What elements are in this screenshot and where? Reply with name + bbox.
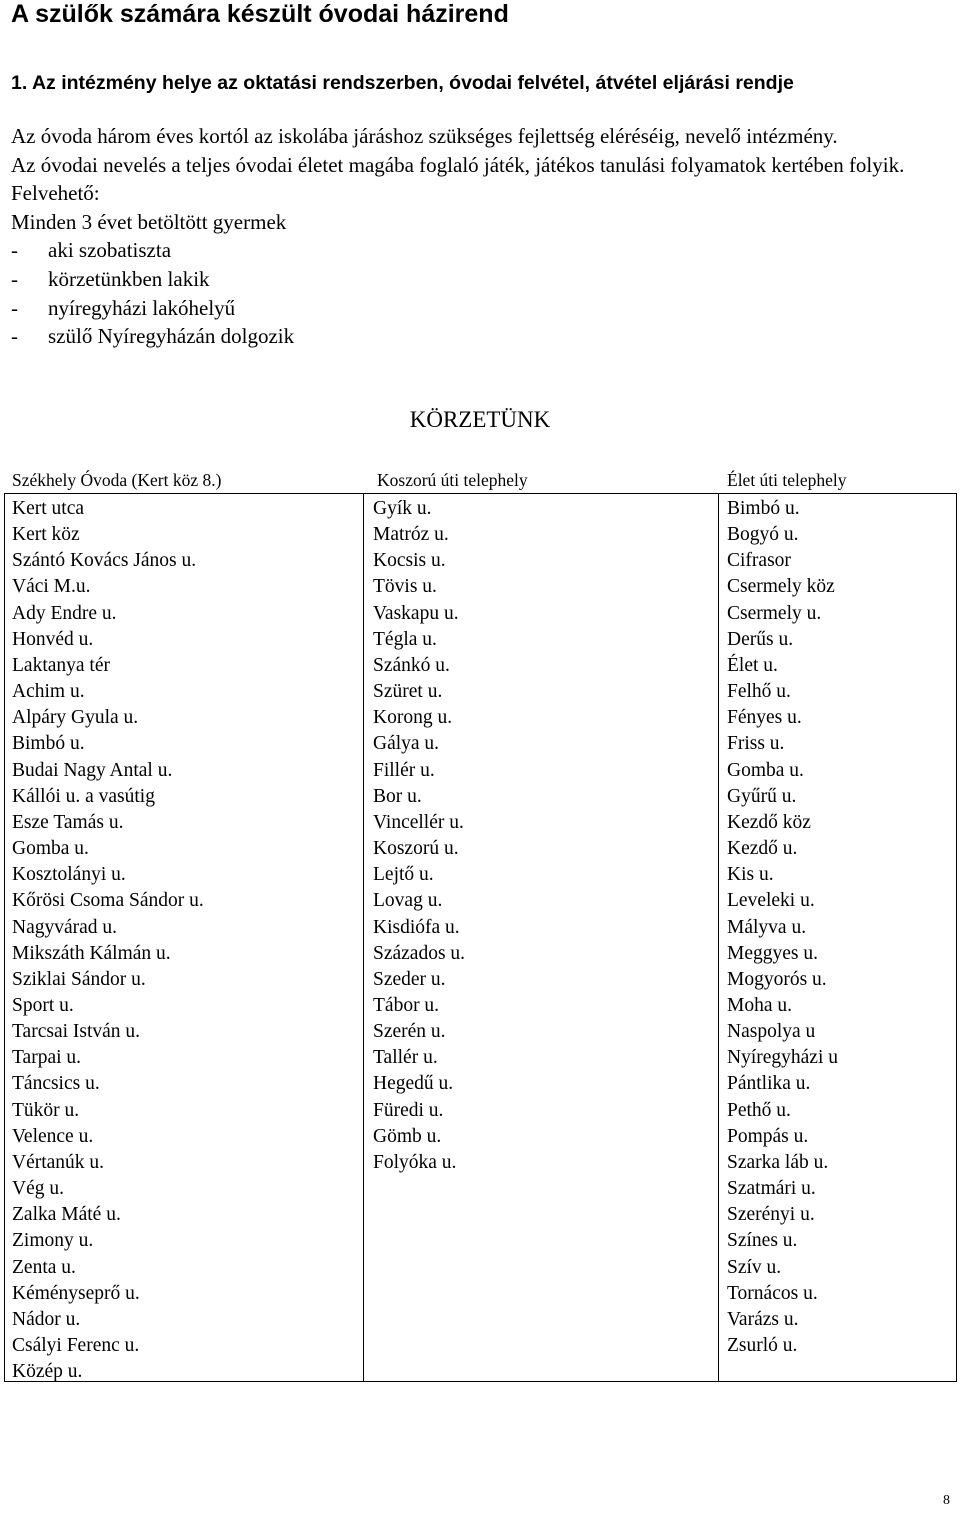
street-name: Gyűrű u. <box>727 785 797 807</box>
street-name: Varázs u. <box>727 1308 799 1330</box>
street-name: Achim u. <box>12 681 85 703</box>
street-name: Kis u. <box>727 864 774 886</box>
admission-condition <box>11 294 951 323</box>
street-name: Nagyvárad u. <box>12 916 118 938</box>
column-header-koszoru-site: Koszorú úti telephely <box>377 470 528 490</box>
admission-condition <box>11 236 951 265</box>
district-heading-text: KÖRZETÜNK <box>409 407 551 432</box>
street-name: Mikszáth Kálmán u. <box>12 942 171 964</box>
street-name: Lovag u. <box>373 890 443 912</box>
column-header-main-kindergarten: Székhely Óvoda (Kert köz 8.) <box>12 470 222 490</box>
street-name: Moha u. <box>727 994 792 1016</box>
district-table <box>4 493 957 1382</box>
street-name: Velence u. <box>12 1125 94 1147</box>
street-name: Színes u. <box>727 1230 798 1252</box>
street-name: Csermely köz <box>727 576 835 598</box>
street-name: Budai Nagy Antal u. <box>12 759 173 781</box>
street-name: Felhő u. <box>727 681 791 703</box>
paragraph-education: Az óvodai nevelés a teljes óvodai életet magába foglaló játék, játékos tanulási folyamatok kertében folyik. <box>11 152 905 177</box>
street-name: Szatmári u. <box>727 1178 816 1200</box>
street-name: Zimony u. <box>12 1230 94 1252</box>
street-name: Szarka láb u. <box>727 1151 829 1173</box>
list-dash: - <box>11 238 18 263</box>
street-name: Zalka Máté u. <box>12 1204 121 1226</box>
street-name: Bogyó u. <box>727 524 799 546</box>
admission-condition <box>11 322 951 351</box>
street-name: Szerényi u. <box>727 1204 815 1226</box>
page-title: A szülők számára készült óvodai házirend <box>11 0 509 28</box>
street-list-koszoru-site <box>373 496 465 1176</box>
column-divider <box>363 494 364 1381</box>
street-name: Tégla u. <box>373 628 437 650</box>
street-name: Tövis u. <box>373 576 437 598</box>
street-name: Szív u. <box>727 1256 782 1278</box>
street-name: Derűs u. <box>727 628 794 650</box>
street-name: Kocsis u. <box>373 550 446 572</box>
street-name: Tükör u. <box>12 1099 80 1121</box>
street-name: Cifrasor <box>727 550 791 572</box>
district-heading <box>0 404 960 436</box>
street-name: Tarpai u. <box>12 1047 82 1069</box>
street-name: Zsurló u. <box>727 1335 798 1356</box>
street-name: Százados u. <box>373 942 466 964</box>
street-name: Pompás u. <box>727 1125 809 1147</box>
street-name: Kisdiófa u. <box>373 916 460 938</box>
street-name: Táncsics u. <box>12 1073 100 1095</box>
street-name: Füredi u. <box>373 1099 444 1121</box>
street-name: Honvéd u. <box>12 628 94 650</box>
street-name: Pethő u. <box>727 1099 791 1121</box>
street-name: Kéményseprő u. <box>12 1282 140 1304</box>
street-name: Friss u. <box>727 733 785 755</box>
street-name: Sport u. <box>12 994 74 1016</box>
admission-condition-text: aki szobatiszta <box>48 238 172 263</box>
street-name: Fillér u. <box>373 759 435 781</box>
street-name: Gomba u. <box>727 759 804 781</box>
street-name: Szánkó u. <box>373 654 450 676</box>
list-dash: - <box>11 324 18 349</box>
street-name: Közép u. <box>12 1361 83 1383</box>
street-name: Laktanya tér <box>12 654 110 676</box>
street-name: Folyóka u. <box>373 1151 457 1173</box>
street-name: Kezdő köz <box>727 811 811 833</box>
street-name: Váci M.u. <box>12 576 91 598</box>
street-name: Alpáry Gyula u. <box>12 707 139 729</box>
street-list-main-kindergarten <box>12 496 204 1385</box>
street-name: Gomba u. <box>12 838 89 860</box>
street-name: Mogyorós u. <box>727 968 827 990</box>
column-header-elet-site: Élet úti telephely <box>727 470 847 490</box>
street-name: Ady Endre u. <box>12 602 117 624</box>
street-name: Koszorú u. <box>373 838 459 860</box>
street-name: Kállói u. a vasútig <box>12 785 155 807</box>
admission-label: Felvehető: <box>11 181 100 206</box>
street-name: Gömb u. <box>373 1125 442 1147</box>
street-name: Bimbó u. <box>12 733 85 755</box>
column-divider <box>718 494 719 1381</box>
street-name: Fényes u. <box>727 707 802 729</box>
street-name: Vég u. <box>12 1178 64 1200</box>
street-name: Élet u. <box>727 654 778 676</box>
street-name: Kezdő u. <box>727 838 798 860</box>
street-name: Tarcsai István u. <box>12 1021 141 1043</box>
street-name: Pántlika u. <box>727 1073 811 1095</box>
list-dash: - <box>11 295 18 320</box>
admission-condition-text: körzetünkben lakik <box>48 266 210 291</box>
street-name: Nyíregyházi u <box>727 1047 839 1069</box>
street-name: Szüret u. <box>373 681 443 703</box>
paragraph-age-range: Az óvoda három éves kortól az iskolába járáshoz szükséges fejlettség eléréséig, nevelő intézmény. <box>11 124 838 148</box>
street-name: Kert utca <box>12 498 85 519</box>
body-text <box>11 122 951 351</box>
street-list-elet-site <box>727 496 838 1359</box>
street-name: Szeder u. <box>373 968 446 990</box>
street-name: Kőrösi Csoma Sándor u. <box>12 890 204 912</box>
street-name: Tornácos u. <box>727 1282 818 1304</box>
admission-condition-text: szülő Nyíregyházán dolgozik <box>48 324 295 349</box>
street-name: Vincellér u. <box>373 811 464 833</box>
street-name: Szerén u. <box>373 1021 446 1043</box>
street-name: Csályi Ferenc u. <box>12 1335 140 1356</box>
street-name: Szántó Kovács János u. <box>12 550 197 572</box>
street-name: Nádor u. <box>12 1308 81 1330</box>
street-name: Vaskapu u. <box>373 602 459 624</box>
section-heading: 1. Az intézmény helye az oktatási rendszerben, óvodai felvétel, átvétel eljárási rendje <box>11 72 794 94</box>
street-name: Kert köz <box>12 524 80 546</box>
street-name: Vértanúk u. <box>12 1151 105 1173</box>
street-name: Bor u. <box>373 785 422 807</box>
street-name: Sziklai Sándor u. <box>12 968 146 990</box>
street-name: Esze Tamás u. <box>12 811 124 833</box>
list-dash: - <box>11 266 18 291</box>
street-name: Bimbó u. <box>727 498 800 519</box>
street-name: Tallér u. <box>373 1047 438 1069</box>
page-number: 8 <box>943 1493 950 1508</box>
admission-intro: Minden 3 évet betöltött gyermek <box>11 209 287 234</box>
street-name: Lejtő u. <box>373 864 434 886</box>
street-name: Meggyes u. <box>727 942 818 964</box>
admission-condition-text: nyíregyházi lakóhelyű <box>48 295 236 320</box>
street-name: Gyík u. <box>373 498 432 519</box>
admission-conditions-list <box>11 236 951 350</box>
street-name: Kosztolányi u. <box>12 864 126 886</box>
street-name: Zenta u. <box>12 1256 76 1278</box>
street-name: Mályva u. <box>727 916 807 938</box>
street-name: Gálya u. <box>373 733 440 755</box>
street-name: Matróz u. <box>373 524 449 546</box>
street-name: Korong u. <box>373 707 453 729</box>
district-table-headers <box>0 467 960 495</box>
street-name: Tábor u. <box>373 994 440 1016</box>
street-name: Leveleki u. <box>727 890 815 912</box>
admission-condition <box>11 265 951 294</box>
street-name: Naspolya u <box>727 1021 816 1043</box>
street-name: Hegedű u. <box>373 1073 454 1095</box>
street-name: Csermely u. <box>727 602 822 624</box>
